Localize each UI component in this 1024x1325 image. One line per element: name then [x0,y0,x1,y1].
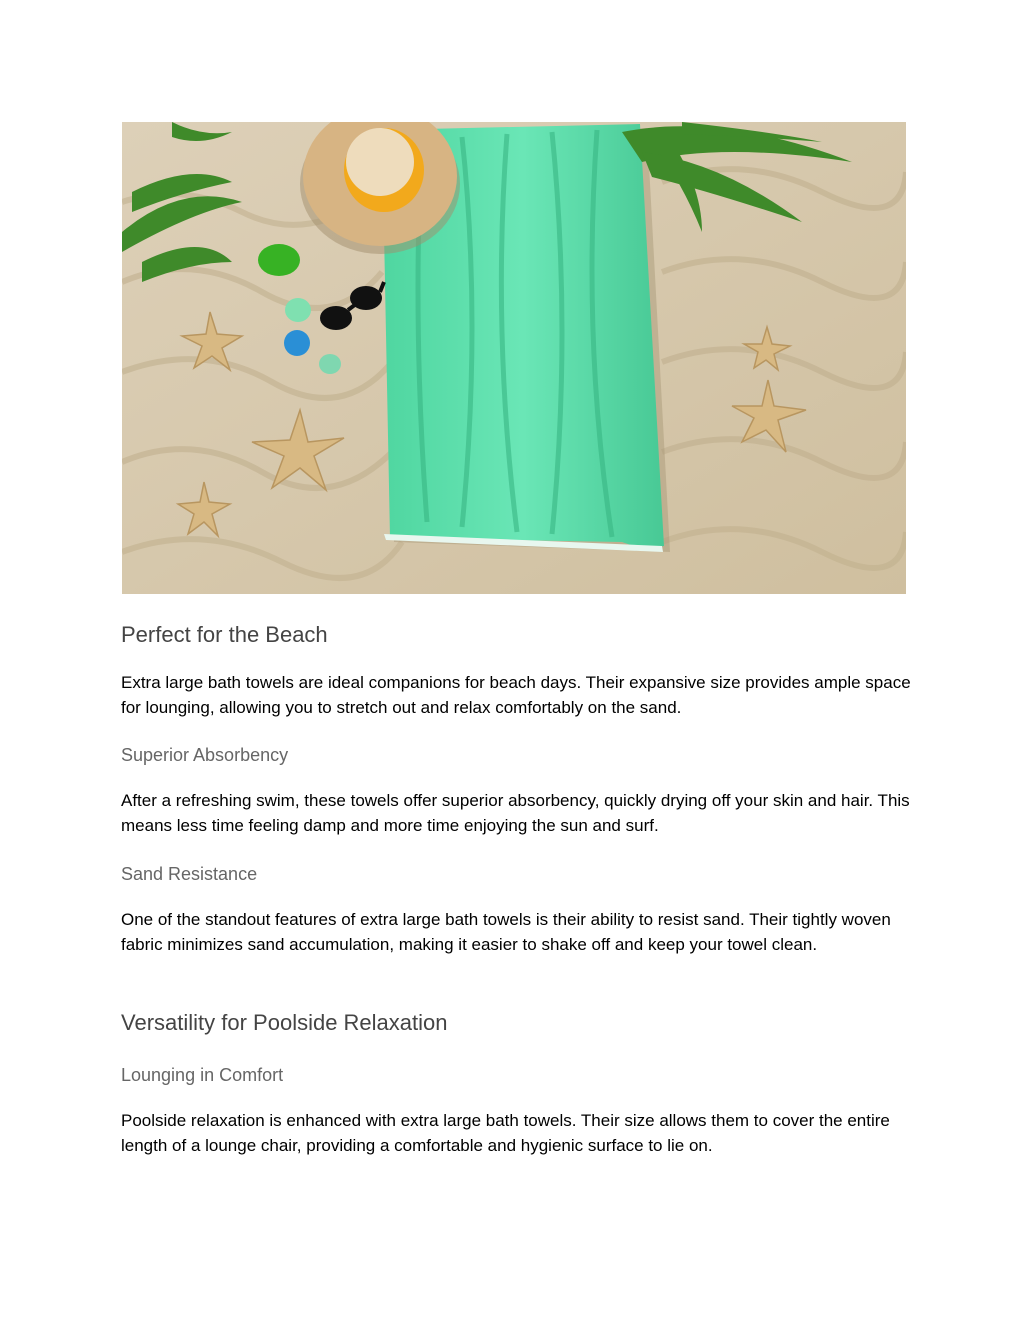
hat-crown [346,128,414,196]
section-heading-poolside: Versatility for Poolside Relaxation [121,1010,448,1035]
beach-towel-illustration [122,122,906,594]
green-pebble [319,354,341,374]
subheading-sand-resistance: Sand Resistance [121,864,258,884]
green-leaf-pebble [258,244,300,276]
section-heading-beach: Perfect for the Beach [121,622,328,647]
blue-ball [284,330,310,356]
paragraph-lounging: Poolside relaxation is enhanced with extra large bath towels. Their size allows them to cover the entire length of a lounge chair, providing a comfortable and hygienic surface to lie on. [121,1111,890,1155]
mint-pebble [285,298,311,322]
hero-image [122,122,906,594]
paragraph-sand-resistance: One of the standout features of extra large bath towels is their ability to resist sand. Their tightly woven fabric minimizes sand accumulation, making it easier to shake off and keep your towel clean. [121,910,891,954]
paragraph-beach: Extra large bath towels are ideal companions for beach days. Their expansive size provides ample space for lounging, allowing you to stretch out and relax comfortably on the sand. [121,673,911,717]
paragraph-absorbency: After a refreshing swim, these towels offer superior absorbency, quickly drying off your skin and hair. This means less time feeling damp and more time enjoying the sun and surf. [121,791,910,835]
subheading-absorbency: Superior Absorbency [121,745,289,765]
subheading-lounging: Lounging in Comfort [121,1065,284,1085]
